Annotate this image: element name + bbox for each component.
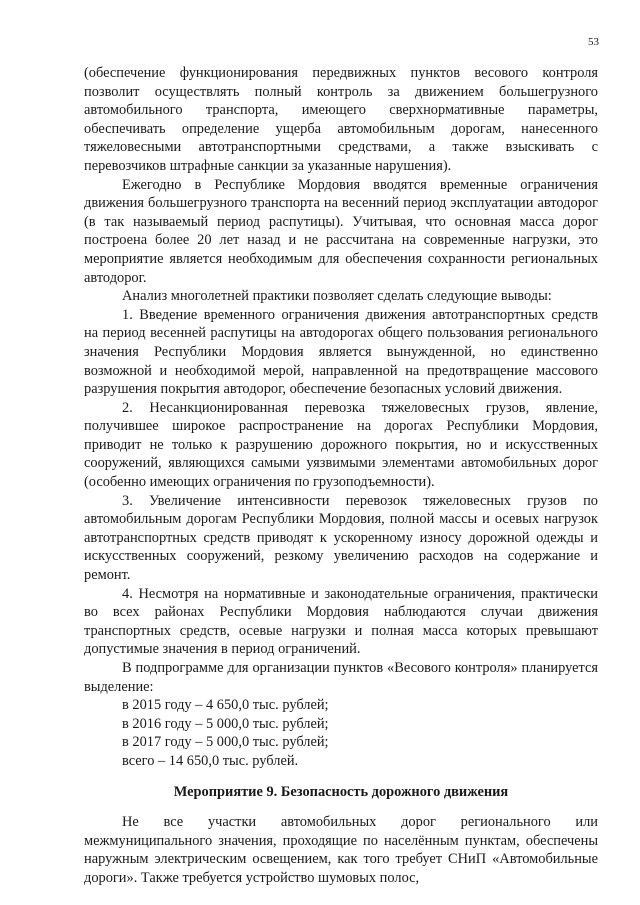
allocation-2017: в 2017 году – 5 000,0 тыс. рублей; (122, 734, 329, 751)
paragraph-conclusion-2: 2. Несанкционированная перевозка тяжеловесных грузов, явление, получившее широкое распространение на дорогах Республики Мордовия, приводит не только к разрушению дорожного покрытия, но и искусственных сооружений, являющихся самыми уязвимыми элементами автомобильных дорог (особенно имеющих ограничения по грузоподъемности). (84, 399, 598, 491)
document-body (84, 64, 598, 888)
paragraph-conclusion-1: 1. Введение временного ограничения движения автотранспортных средств на период весенней распутицы на автодорогах общего пользования регионального значения Республики Мордовия является вынужденной, но единственно возможной и необходимой мерой, направленной на предотвращение массового разрушения покрытия автодорог, обеспечение безопасных условий движения. (84, 306, 598, 398)
allocation-2015: в 2015 году – 4 650,0 тыс. рублей; (122, 697, 329, 714)
paragraph-restrictions: Ежегодно в Республике Мордовия вводятся временные ограничения движения большегрузного транспорта на весенний период эксплуатации автодорог (в так называемый период распутицы). Учитывая, что основная масса дорог построена более 20 лет назад и не рассчитана на современные нагрузки, это мероприятие является необходимым для обеспечения сохранности региональных автодорог. (84, 176, 598, 286)
page-number: 53 (588, 36, 599, 48)
paragraph-continuation: (обеспечение функционирования передвижных пунктов весового контроля позволит осуществлять полный контроль за движением большегрузного автомобильного транспорта, имеющего сверхнормативные параметры, обеспечивать определение ущерба автомобильным дорогам, нанесенного тяжеловесными автотранспортными средствами, а также взыскивать с перевозчиков штрафные санкции за указанные нарушения). (84, 65, 598, 174)
paragraph-analysis-intro: Анализ многолетней практики позволяет сделать следующие выводы: (122, 288, 552, 305)
allocation-total: всего – 14 650,0 тыс. рублей. (122, 752, 299, 769)
allocation-2016: в 2016 году – 5 000,0 тыс. рублей; (122, 715, 329, 732)
paragraph-funding-intro: В подпрограмме для организации пунктов «Весового контроля» планируется выделение: (84, 660, 598, 695)
paragraph-lighting: Не все участки автомобильных дорог регионального или межмуниципального значения, проходящие по населённым пунктам, обеспечены наружным электрическим освещением, как того требует СНиП «Автомобильные дороги». Также требуется устройство шумовых полос, (84, 814, 598, 886)
paragraph-conclusion-4: 4. Несмотря на нормативные и законодательные ограничения, практически во всех районах Республики Мордовия наблюдаются случаи движения транспортных средств, осевые нагрузки и полная масса которых превышают допустимые значения в период ограничений. (84, 585, 598, 658)
section-heading: Мероприятие 9. Безопасность дорожного движения (173, 783, 509, 800)
paragraph-conclusion-3: 3. Увеличение интенсивности перевозок тяжеловесных грузов по автомобильным дорогам Республики Мордовия, полной массы и осевых нагрузок автотранспортных средств приводят к ускоренному износу дорожной одежды и искусственных сооружений, резкому увеличению расходов на содержание и ремонт. (84, 492, 598, 584)
